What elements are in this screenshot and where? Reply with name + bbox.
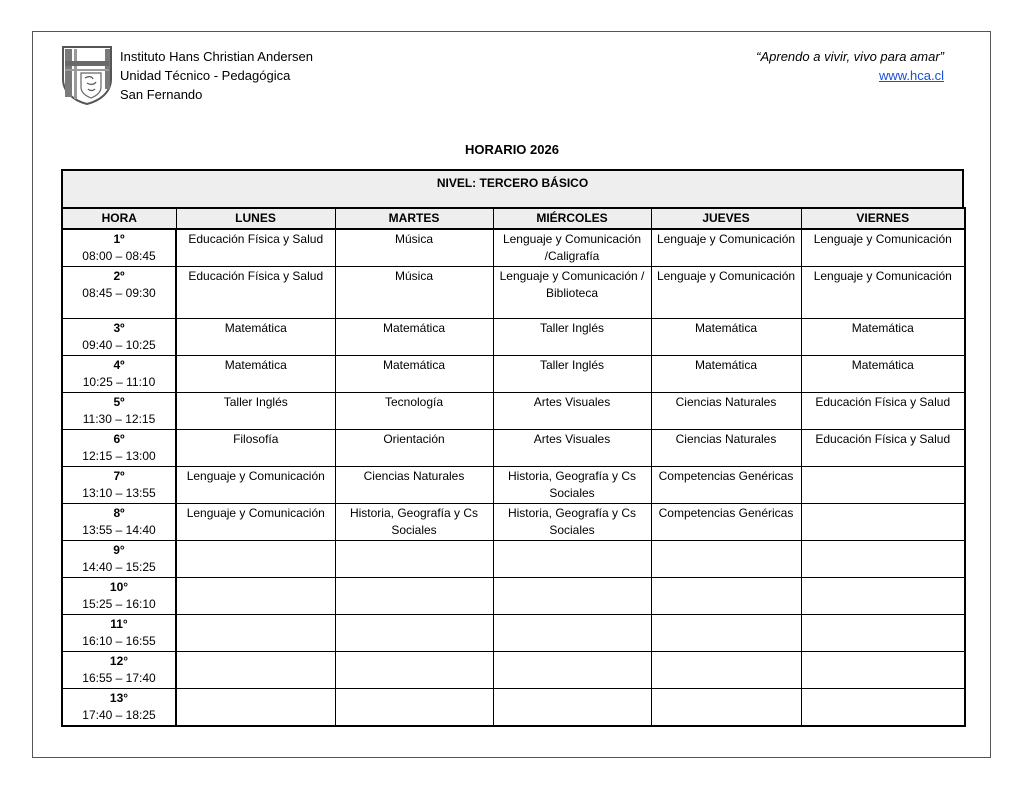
- subject-cell: [493, 578, 651, 615]
- table-row: [62, 541, 965, 578]
- subject-cell: [651, 689, 801, 727]
- subject-cell: Historia, Geografía y Cs Sociales: [335, 504, 493, 541]
- subject-cell: Educación Física y Salud: [801, 430, 965, 467]
- hour-number: 13°: [109, 691, 129, 705]
- subject-cell: Lenguaje y Comunicación: [176, 467, 335, 504]
- hour-cell: [62, 541, 176, 578]
- subject-cell: Ciencias Naturales: [335, 467, 493, 504]
- hour-number: 4º: [113, 358, 125, 372]
- subject-cell: Competencias Genéricas: [651, 467, 801, 504]
- subject-cell: [493, 615, 651, 652]
- subject-cell: Taller Inglés: [493, 356, 651, 393]
- column-header: VIERNES: [801, 208, 965, 229]
- subject-cell: [176, 652, 335, 689]
- subject-cell: Lenguaje y Comunicación: [651, 229, 801, 267]
- subject-cell: Historia, Geografía y Cs Sociales: [493, 504, 651, 541]
- hour-range: 13:55 – 14:40: [82, 523, 156, 537]
- hour-cell: [62, 356, 176, 393]
- subject-cell: Taller Inglés: [176, 393, 335, 430]
- city-name: San Fernando: [120, 87, 203, 102]
- hour-number: 11°: [110, 617, 128, 631]
- hour-range: 08:45 – 09:30: [82, 286, 156, 300]
- table-row: [62, 319, 965, 356]
- hour-cell: [62, 578, 176, 615]
- hour-cell: [62, 430, 176, 467]
- hca-logo-icon: [61, 45, 113, 105]
- table-row: [62, 578, 965, 615]
- hour-range: 10:25 – 11:10: [82, 375, 156, 389]
- subject-cell: [335, 689, 493, 727]
- column-header: JUEVES: [651, 208, 801, 229]
- subject-cell: Lenguaje y Comunicación / Biblioteca: [493, 267, 651, 319]
- subject-cell: Competencias Genéricas: [651, 504, 801, 541]
- table-row: [62, 229, 965, 267]
- hour-range: 17:40 – 18:25: [82, 708, 156, 722]
- subject-cell: Matemática: [801, 356, 965, 393]
- subject-cell: [493, 541, 651, 578]
- table-row: [62, 652, 965, 689]
- schedule-title: HORARIO 2026: [465, 142, 559, 157]
- hour-number: 8º: [113, 506, 125, 520]
- subject-cell: Lenguaje y Comunicación: [176, 504, 335, 541]
- subject-cell: [651, 578, 801, 615]
- subject-cell: Educación Física y Salud: [801, 393, 965, 430]
- subject-cell: Educación Física y Salud: [176, 267, 335, 319]
- institution-name: Instituto Hans Christian Andersen: [120, 49, 313, 64]
- subject-cell: [335, 652, 493, 689]
- table-row: [62, 689, 965, 727]
- hour-cell: [62, 393, 176, 430]
- subject-cell: Lenguaje y Comunicación: [651, 267, 801, 319]
- hour-range: 08:00 – 08:45: [82, 249, 156, 263]
- table-row: [62, 393, 965, 430]
- hour-number: 9°: [113, 543, 125, 557]
- subject-cell: Artes Visuales: [493, 430, 651, 467]
- schedule-table: [61, 207, 966, 727]
- subject-cell: Artes Visuales: [493, 393, 651, 430]
- subject-cell: Lenguaje y Comunicación /Caligrafía: [493, 229, 651, 267]
- subject-cell: [335, 615, 493, 652]
- table-row: [62, 430, 965, 467]
- column-header: HORA: [62, 208, 176, 229]
- subject-cell: Matemática: [651, 319, 801, 356]
- subject-cell: Matemática: [651, 356, 801, 393]
- hour-range: 09:40 – 10:25: [82, 338, 156, 352]
- subject-cell: [335, 541, 493, 578]
- subject-cell: [801, 504, 965, 541]
- hour-number: 3º: [113, 321, 125, 335]
- table-header-row: [62, 208, 965, 229]
- subject-cell: [651, 615, 801, 652]
- subject-cell: Matemática: [176, 319, 335, 356]
- hour-number: 7º: [113, 469, 125, 483]
- table-row: [62, 356, 965, 393]
- subject-cell: [651, 541, 801, 578]
- hour-range: 16:55 – 17:40: [82, 671, 156, 685]
- subject-cell: [651, 652, 801, 689]
- column-header: MIÉRCOLES: [493, 208, 651, 229]
- table-row: [62, 267, 965, 319]
- hour-range: 16:10 – 16:55: [82, 634, 156, 648]
- hour-number: 1º: [113, 232, 125, 246]
- hour-cell: [62, 504, 176, 541]
- hour-cell: [62, 267, 176, 319]
- subject-cell: Matemática: [335, 356, 493, 393]
- subject-cell: [801, 689, 965, 727]
- subject-cell: Lenguaje y Comunicación: [801, 267, 965, 319]
- hour-number: 6º: [113, 432, 125, 446]
- subject-cell: Matemática: [176, 356, 335, 393]
- subject-cell: Matemática: [801, 319, 965, 356]
- subject-cell: Música: [335, 267, 493, 319]
- subject-cell: Filosofía: [176, 430, 335, 467]
- subject-cell: [801, 578, 965, 615]
- hour-range: 14:40 – 15:25: [82, 560, 156, 574]
- hour-range: 15:25 – 16:10: [82, 597, 156, 611]
- subject-cell: Historia, Geografía y Cs Sociales: [493, 467, 651, 504]
- column-header: MARTES: [335, 208, 493, 229]
- subject-cell: Lenguaje y Comunicación: [801, 229, 965, 267]
- subject-cell: [176, 689, 335, 727]
- subject-cell: Ciencias Naturales: [651, 393, 801, 430]
- subject-cell: Música: [335, 229, 493, 267]
- hour-number: 2º: [113, 269, 125, 283]
- subject-cell: [801, 615, 965, 652]
- subject-cell: [801, 652, 965, 689]
- column-header: LUNES: [176, 208, 335, 229]
- hour-number: 12°: [109, 654, 129, 668]
- subject-cell: Ciencias Naturales: [651, 430, 801, 467]
- table-row: [62, 467, 965, 504]
- hour-cell: [62, 615, 176, 652]
- subject-cell: Taller Inglés: [493, 319, 651, 356]
- subject-cell: Matemática: [335, 319, 493, 356]
- hour-cell: [62, 467, 176, 504]
- table-row: [62, 615, 965, 652]
- subject-cell: [493, 652, 651, 689]
- hour-cell: [62, 689, 176, 727]
- subject-cell: Orientación: [335, 430, 493, 467]
- motto-text: “Aprendo a vivir, vivo para amar”: [756, 49, 944, 64]
- subject-cell: [176, 578, 335, 615]
- institution-block: [120, 47, 313, 104]
- subject-cell: [801, 541, 965, 578]
- website-link[interactable]: www.hca.cl: [878, 68, 944, 83]
- hour-number: 5º: [113, 395, 125, 409]
- subject-cell: Tecnología: [335, 393, 493, 430]
- motto-block: [756, 47, 944, 85]
- hour-range: 11:30 – 12:15: [82, 412, 156, 426]
- unit-name: Unidad Técnico - Pedagógica: [120, 68, 291, 83]
- subject-cell: Educación Física y Salud: [176, 229, 335, 267]
- subject-cell: [801, 467, 965, 504]
- table-row: [62, 504, 965, 541]
- subject-cell: [176, 541, 335, 578]
- hour-cell: [62, 319, 176, 356]
- hour-cell: [62, 652, 176, 689]
- subject-cell: [493, 689, 651, 727]
- hour-range: 13:10 – 13:55: [82, 486, 156, 500]
- hour-cell: [62, 229, 176, 267]
- hour-range: 12:15 – 13:00: [82, 449, 156, 463]
- level-banner: [61, 169, 964, 209]
- level-label: NIVEL: TERCERO BÁSICO: [436, 176, 589, 190]
- subject-cell: [335, 578, 493, 615]
- subject-cell: [176, 615, 335, 652]
- hour-number: 10°: [109, 580, 129, 594]
